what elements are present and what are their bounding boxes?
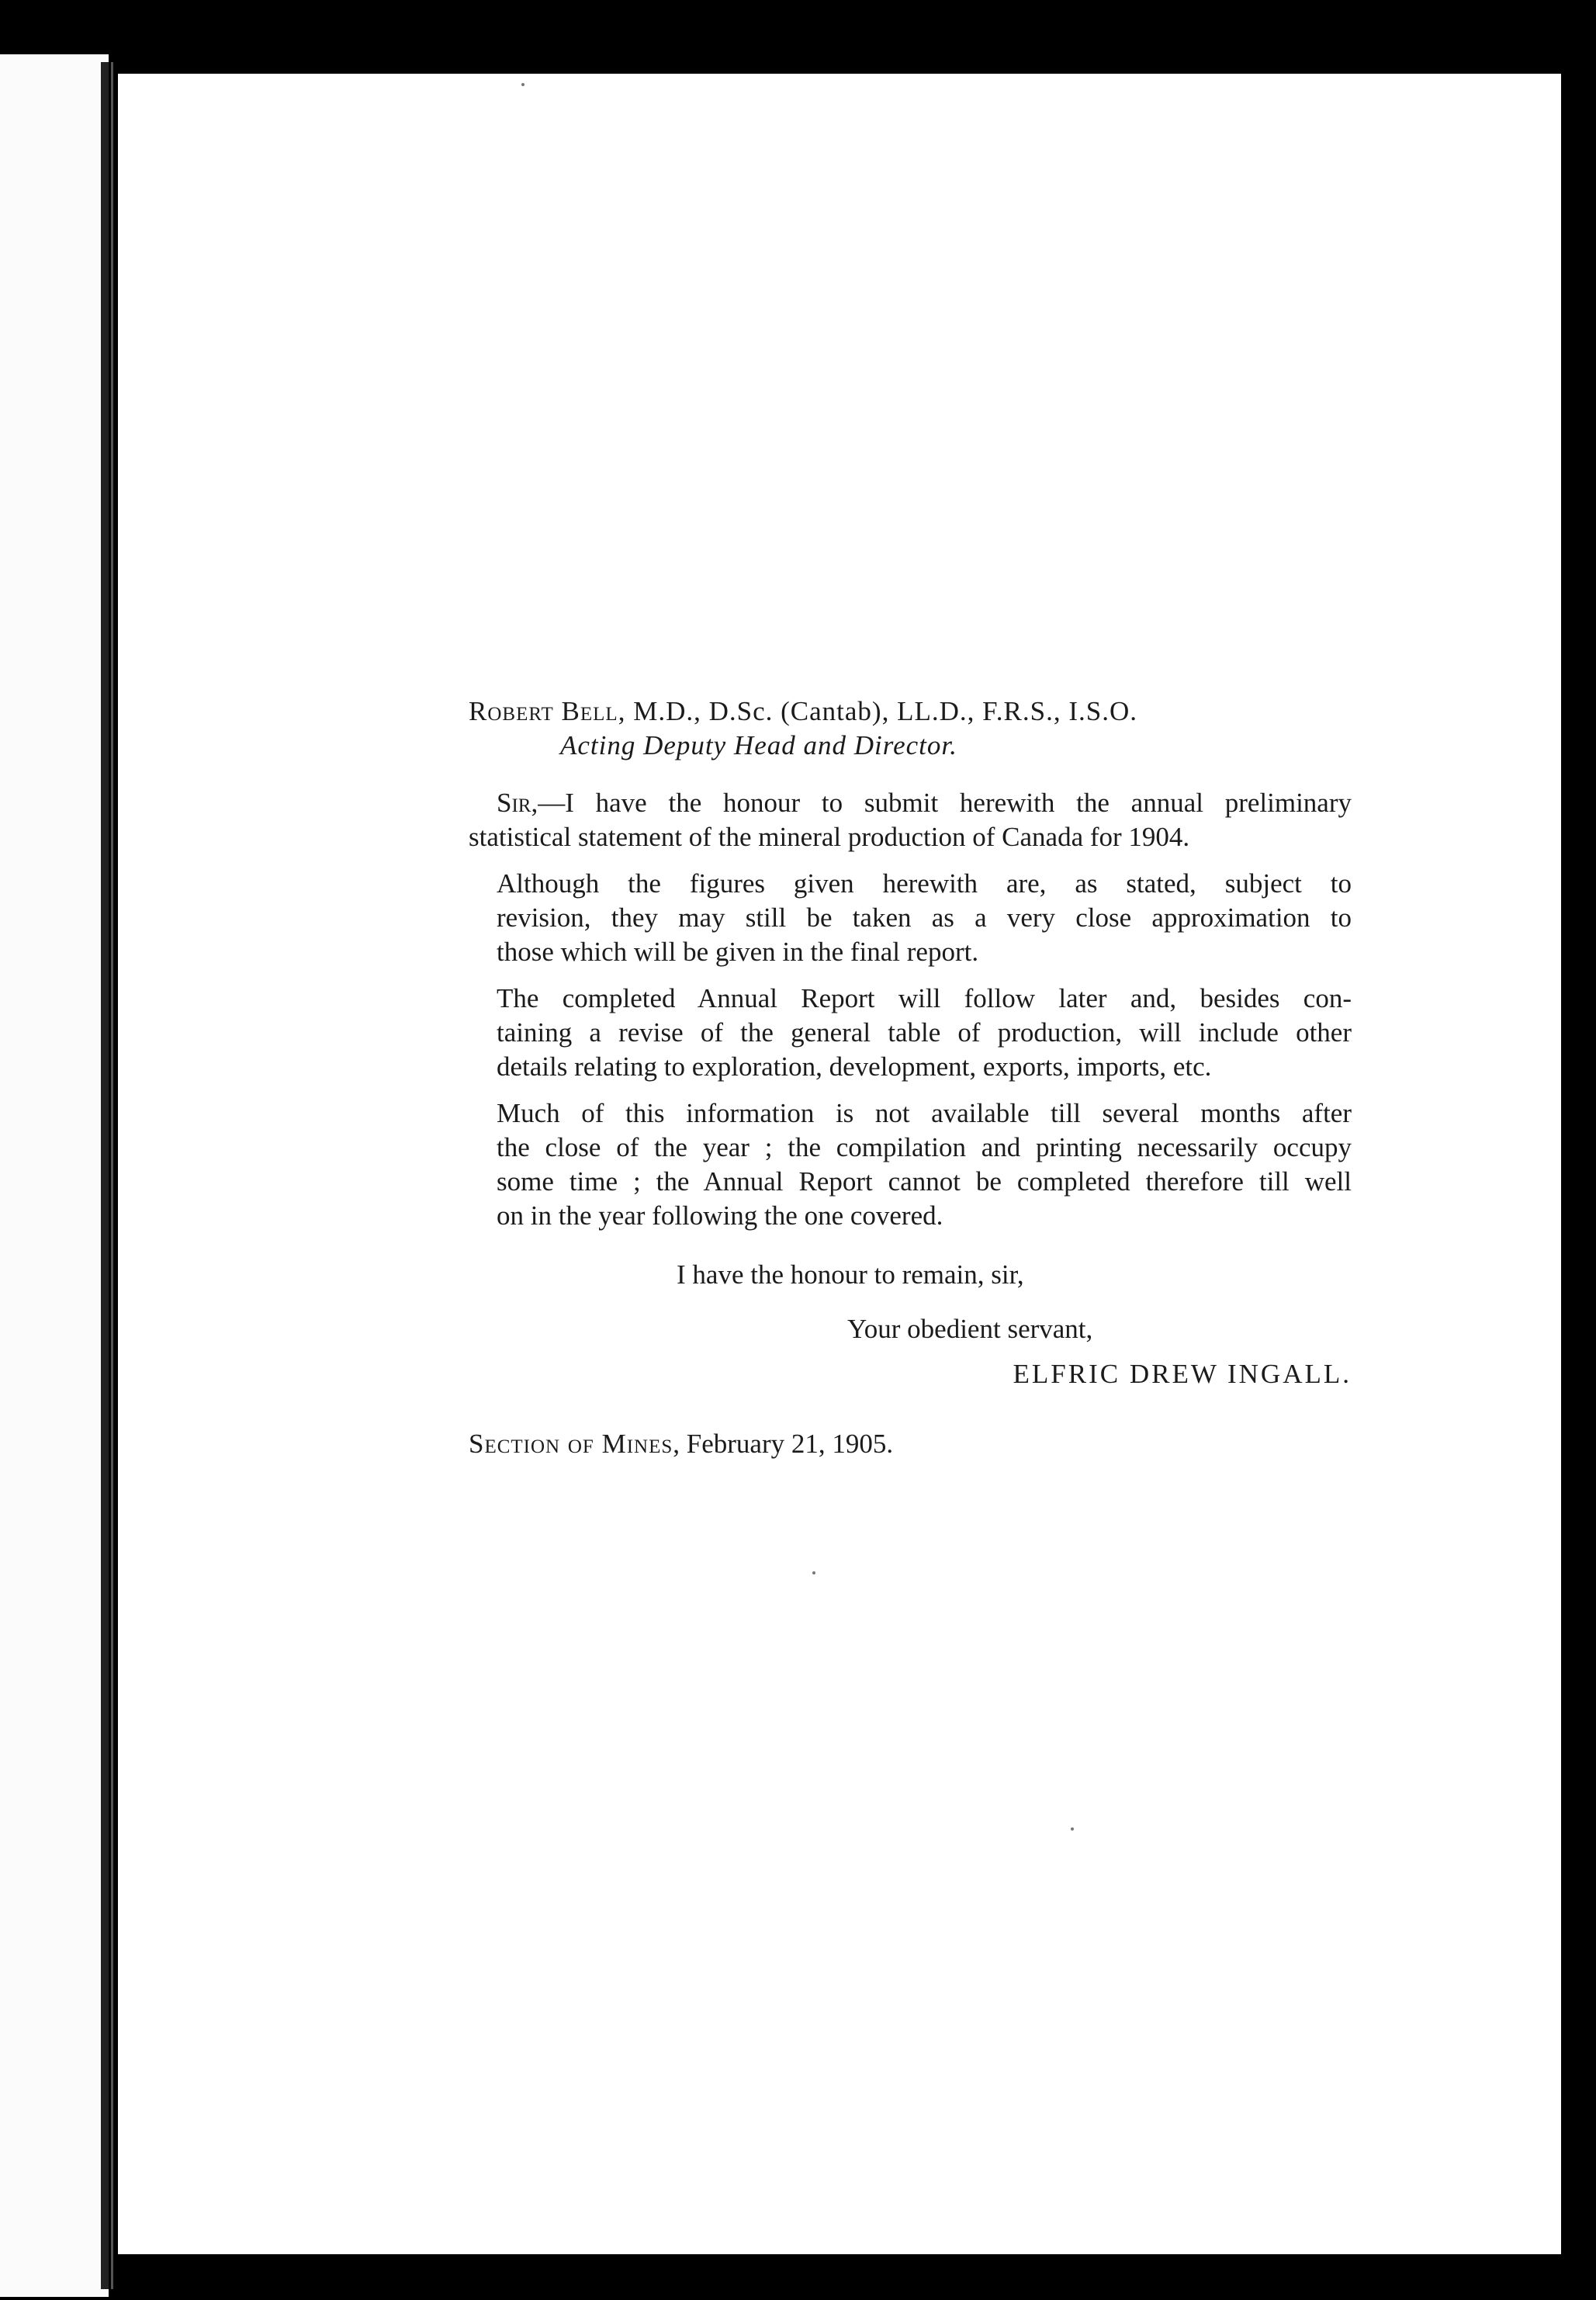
paragraph-line: taining a revise of the general table of production, will include other (497, 1017, 1352, 1048)
dateline-office: Section of Mines (469, 1429, 673, 1459)
paragraph-line: details relating to exploration, development, exports, imports, etc. (497, 1051, 1212, 1082)
dateline (469, 1427, 1352, 1461)
document-page (118, 74, 1561, 2254)
paragraph-1 (469, 786, 1352, 854)
paragraph-2 (469, 867, 1352, 969)
paragraph-line: Much of this information is not available till several months after (497, 1098, 1352, 1128)
dust-speck (521, 83, 524, 86)
dust-speck (812, 1571, 815, 1574)
paragraph-4 (469, 1096, 1352, 1233)
letter-body (469, 695, 1352, 1461)
paragraph-line: revision, they may still be taken as a very close approximation to (497, 902, 1352, 933)
addressee (469, 695, 1352, 729)
paragraph-line: The completed Annual Report will follow later and, besides con- (497, 983, 1352, 1013)
paragraph-line: Sir,—I have the honour to submit herewith the annual preliminary (497, 788, 1352, 818)
paragraph-line: Although the figures given herewith are, as stated, subject to (497, 868, 1352, 899)
paragraph-line: statistical statement of the mineral production of Canada for 1904. (469, 822, 1190, 852)
paragraph-line: the close of the year ; the compilation and printing necessarily occupy (497, 1132, 1352, 1162)
gutter-shadow (101, 62, 109, 2289)
signature: ELFRIC DREW INGALL. (1013, 1359, 1352, 1389)
dateline-date: , February 21, 1905. (673, 1429, 894, 1459)
salutation: Sir (497, 788, 531, 818)
book-spine (0, 54, 109, 2297)
paragraph-line: on in the year following the one covered. (497, 1200, 943, 1231)
gutter-edge (111, 62, 113, 2289)
paragraph-line: some time ; the Annual Report cannot be completed therefore till well (497, 1166, 1352, 1197)
valediction: Your obedient servant, (847, 1314, 1093, 1344)
dust-speck (1071, 1827, 1074, 1831)
addressee-credentials: , M.D., D.Sc. (Cantab), LL.D., F.R.S., I.S.O. (618, 696, 1137, 726)
paragraph-line: those which will be given in the final report. (497, 937, 979, 967)
addressee-name: Robert Bell (469, 696, 618, 726)
closing-line: I have the honour to remain, sir, (677, 1259, 1024, 1290)
paragraph-3 (469, 982, 1352, 1084)
addressee-title: Acting Deputy Head and Director. (560, 730, 957, 760)
